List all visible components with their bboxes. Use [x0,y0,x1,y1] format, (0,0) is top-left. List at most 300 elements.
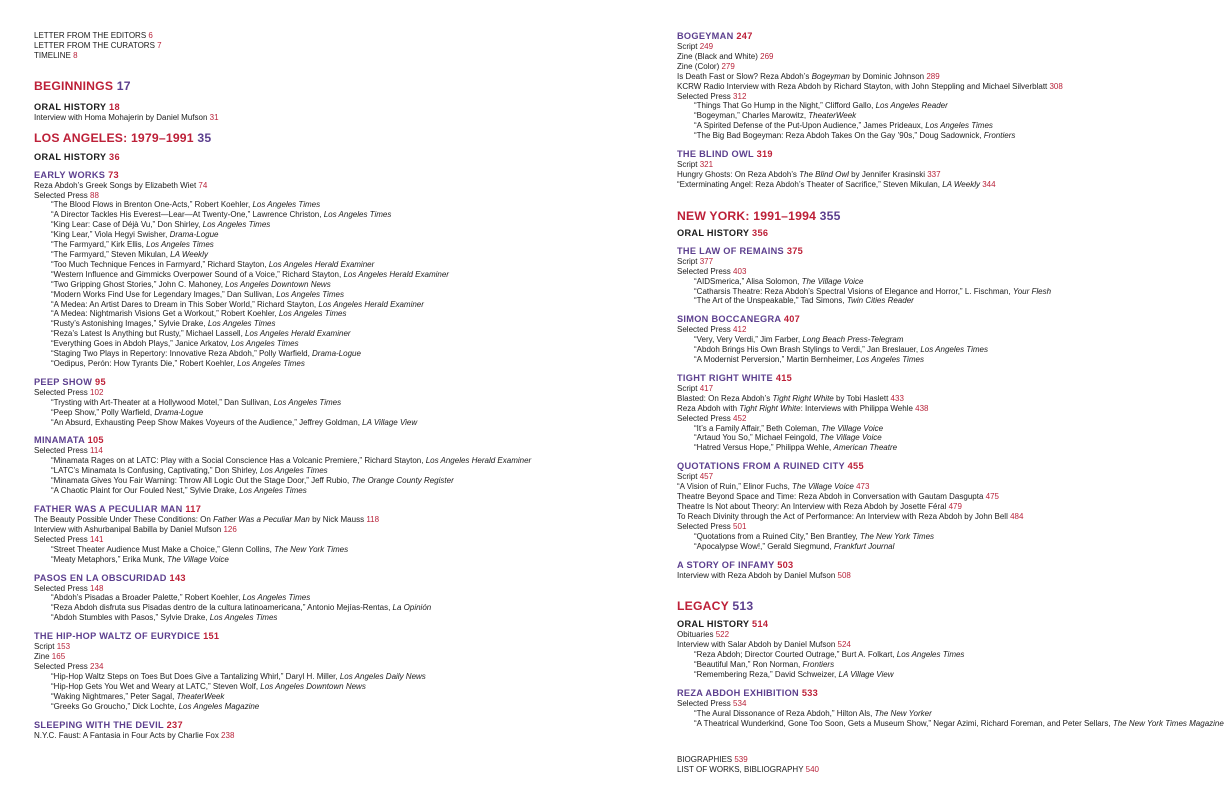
publication-title: The New York Times [274,544,349,554]
page-number: 238 [221,730,235,740]
section-heading [677,373,1212,384]
press-entry [677,650,1212,660]
press-entry [677,111,1212,121]
toc-text: EARLY WORKS [34,169,106,180]
page-number: 438 [915,403,929,413]
toc-line [677,257,1212,267]
press-entry [677,121,1212,131]
toc-text: “A Chaotic Plaint for Our Fouled Nest,” Sylvie Drake, [51,486,240,496]
page-number: 321 [699,160,714,170]
publication-title: TheaterWeek [808,111,857,121]
toc-text: “Two Gripping Ghost Stories,” John C. Mahoney, [51,279,226,289]
oral-history-heading [34,152,614,163]
page-number: 473 [856,482,870,492]
press-entry [34,672,614,682]
press-entry [677,542,1212,552]
toc-text: ORAL HISTORY [34,151,107,162]
toc-line [677,630,1212,640]
toc-text: “Catharsis Theatre: Reza Abdoh’s Spectral Visions of Elegance and Horror,” L. Fischman, [694,286,1013,296]
toc-text: “Trysting with Art-Theater at a Hollywood Motel,” Dan Sullivan, [51,397,274,407]
toc-line [677,62,1212,72]
press-entry [677,335,1212,345]
toc-text: N.Y.C. Faust: A Fantasia in Four Acts by Charlie Fox [34,730,222,740]
publication-title: Los Angeles Times [856,355,924,365]
press-entry [677,296,1212,306]
page-number: 88 [90,190,99,200]
toc-text: Script [677,383,698,393]
page-number: 237 [166,719,183,730]
toc-text: The Beauty Possible Under These Conditions: On [34,515,214,524]
press-entry [677,709,1212,719]
press-entry [677,433,1212,443]
publication-title: Los Angeles Times [252,200,321,210]
toc-text: “Things That Go Hump in the Night,” Clifford Gallo, [694,101,876,111]
press-entry [677,345,1212,355]
toc-text: Script [677,256,698,266]
toc-text: “Greeks Go Groucho,” Dick Lochte, [51,701,179,711]
toc-text: “Everything Goes in Abdoh Plays,” Janice Arkatov, [51,339,231,349]
toc-text: MINAMATA [34,435,85,446]
section-heading [677,31,1212,42]
toc-text: SLEEPING WITH THE DEVIL [34,719,164,730]
toc-text: Zine (Black and White) [677,51,758,61]
toc-text: Interview with Homa Mohajerin by Daniel Mufson [34,112,210,122]
page-number: 457 [699,472,714,482]
toc-text: “Meaty Metaphors,” Erika Munk, [51,554,168,564]
page-number: 375 [786,245,804,256]
toc-text: “Exterminating Angel: Reza Abdoh’s Theater of Sacrifice,” Steven Mikulan, [677,179,943,189]
toc-text: TIMELINE [34,50,71,60]
press-entry [677,670,1212,680]
toc-text: “Hip-Hop Gets You Wet and Weary at LATC,” Steven Wolf, [51,681,261,691]
toc-text: “Bogeyman,” Charles Marowitz, [694,111,809,121]
page-number: 95 [95,376,106,387]
press-entry [34,329,614,339]
publication-title: LA Village View [362,417,418,427]
toc-line [677,267,1212,277]
toc-text: “Very, Very Verdi,” Jim Farber, [694,335,803,345]
page-number: 455 [847,461,864,472]
toc-text: Selected Press [34,387,88,397]
publication-title: The New Yorker [874,708,932,718]
page-number: 415 [775,372,793,383]
toc-text: “Peep Show,” Polly Warfield, [51,407,155,417]
toc-text: BIOGRAPHIES [677,754,733,764]
toc-line [677,765,1212,775]
toc-text: Zine (Color) [677,61,720,71]
toc-text: Theatre Is Not about Theory: An Interview with Reza Abdoh by Josette Féral [677,502,949,511]
toc-line [34,31,614,41]
toc-text: “King Lear,” Viola Hegyi Swisher, [51,230,170,240]
toc-text: “Apocalypse Wow!,” Gerald Siegmund, [694,541,834,551]
toc-line [677,699,1212,709]
page-number: 534 [733,698,747,708]
press-entry [34,319,614,329]
toc-line [677,42,1212,52]
toc-text: “The Art of the Unspeakable,” Tad Simons, [694,296,847,306]
section-heading [677,560,1212,571]
toc-line [34,525,614,535]
press-entry [34,200,614,210]
press-entry [34,486,614,496]
toc-line [677,482,1212,492]
publication-title: Father Was a Peculiar Man [213,515,310,524]
publication-title: The Blind Owl [799,169,849,179]
press-entry [34,220,614,230]
page-number: 308 [1049,81,1063,91]
press-entry [34,260,614,270]
toc-line [677,384,1212,394]
press-entry [34,466,614,476]
press-entry [677,443,1212,453]
toc-text: Script [677,472,698,482]
press-entry [34,290,614,300]
toc-text: LETTER FROM THE CURATORS [34,40,155,50]
toc-line [677,180,1212,190]
toc-text: by Dominic Johnson [849,71,927,81]
toc-right-page [677,31,1224,775]
press-entry [677,131,1212,141]
press-entry [34,408,614,418]
publication-title: Los Angeles Times [920,345,988,355]
toc-line [34,51,614,61]
publication-title: Los Angeles Downtown News [260,681,366,691]
page-number: 118 [366,515,380,524]
publication-title: Bogeyman [811,71,850,81]
page-number: 513 [732,599,754,614]
publication-title: Los Angeles Magazine [178,701,260,711]
toc-text: “Staging Two Plays in Repertory: Innovative Reza Abdoh,” Polly Warfield, [51,349,313,359]
toc-line [34,642,614,652]
page-number: 417 [699,383,714,393]
page-number: 148 [90,583,104,593]
toc-line [677,325,1212,335]
toc-text: BEGINNINGS [34,78,114,93]
toc-text: “Reza’s Latest Is Anything but Rusty,” Michael Lassell, [51,329,246,339]
press-entry [34,603,614,613]
page-number: 312 [733,91,747,101]
page-number: 344 [982,179,996,189]
page-number: 479 [948,502,962,511]
toc-text: Selected Press [34,190,88,200]
toc-text: Reza Abdoh’s Greek Songs by Elizabeth Wiet [34,180,199,190]
toc-text: “The Blood Flows in Brenton One-Acts,” Robert Koehler, [51,200,253,210]
toc-text: “Hip-Hop Waltz Steps on Toes But Does Give a Tantalizing Whirl,” Daryl H. Miller, [51,671,340,681]
toc-line [677,52,1212,62]
toc-text: Theatre Beyond Space and Time: Reza Abdoh in Conversation with Gautam Dasgupta [677,492,986,502]
press-entry [677,101,1212,111]
toc-text: NEW YORK: 1991–1994 [677,208,817,223]
toc-text: ORAL HISTORY [677,227,750,238]
toc-text: “Minamata Gives You Fair Warning: Throw All Logic Out the Stage Door,” Jeff Rubio, [51,476,352,486]
toc-text: “A Medea: Nightmarish Visions Get a Workout,” Robert Koehler, [51,309,279,319]
toc-text: “A Spirited Defense of the Put-Upon Audience,” James Prideaux, [694,121,926,131]
page-number: 539 [734,754,748,764]
publication-title: Tight Right White [739,403,801,413]
page-number: 337 [927,169,941,179]
toc-text: Interview with Ashurbanipal Babilla by Daniel Mufson [34,524,224,534]
press-entry [677,532,1212,542]
toc-line [34,113,614,123]
toc-text: “Remembering Reza,” David Schweizer, [694,670,839,680]
page-number: 407 [783,314,801,325]
publication-title: Your Flesh [1012,286,1052,296]
toc-line [34,388,614,398]
section-heading [34,435,614,446]
publication-title: Long Beach Press-Telegram [802,335,904,345]
section-heading [34,377,614,388]
toc-line [677,170,1212,180]
toc-text: “Too Much Technique Fences in Farmyard,” Richard Stayton, [51,259,269,269]
toc-text: A STORY OF INFAMY [677,559,775,570]
page-number: 514 [752,619,769,630]
page-number: 6 [148,31,153,40]
page-number: 36 [109,151,120,162]
publication-title: Frontiers [802,660,835,670]
toc-text: “AIDSmerica,” Alisa Solomon, [694,276,802,286]
press-entry [677,277,1212,287]
toc-text: Selected Press [677,413,731,423]
toc-line [34,584,614,594]
publication-title: Los Angeles Times [207,319,276,329]
toc-text: by Tobi Haslett [833,393,891,403]
page-number: 7 [157,40,162,50]
publication-title: TheaterWeek [176,691,225,701]
toc-text: THE LAW OF REMAINS [677,245,784,256]
toc-line [34,515,614,525]
press-entry [34,613,614,623]
press-entry [34,210,614,220]
toc-text: by Nick Mauss [309,515,367,524]
toc-text: THE BLIND OWL [677,149,754,160]
page-number: 74 [198,180,208,190]
toc-text: “A Director Tackles His Everest—Lear—At Twenty-One,” Lawrence Christon, [51,210,324,220]
toc-line [677,522,1212,532]
publication-title: The Village Voice [167,554,229,564]
page-number: 269 [760,51,774,61]
press-entry [34,280,614,290]
page-number: 540 [805,764,819,774]
press-entry [34,339,614,349]
page-number: 501 [733,521,747,531]
publication-title: Los Angeles Times [230,339,299,349]
publication-title: The Orange County Register [351,476,454,486]
toc-text: Hungry Ghosts: On Reza Abdoh’s [677,169,800,179]
toc-text: PEEP SHOW [34,376,93,387]
page-number: 452 [733,413,747,423]
page-number: 412 [733,325,747,335]
publication-title: LA Weekly [170,249,208,259]
publication-title: Drama-Logue [169,230,219,240]
section-heading [34,631,614,642]
publication-title: Drama-Logue [154,407,204,417]
toc-line [677,502,1212,512]
toc-text: Obituaries [677,630,714,640]
toc-text: “The Aural Dissonance of Reza Abdoh,” Hilton Als, [694,708,875,718]
page-number: 8 [73,50,78,60]
toc-text: “The Big Bad Bogeyman: Reza Abdoh Takes On the Gay ’90s,” Doug Sadownick, [694,131,984,141]
toc-text: “Abdoh’s Pisadas a Broader Palette,” Robert Koehler, [51,593,243,603]
toc-text: “Quotations from a Ruined City,” Ben Brantley, [694,531,860,541]
page-number: 279 [721,61,735,71]
publication-title: Los Angeles Herald Examiner [318,299,424,309]
toc-text: “The Farmyard,” Kirk Ellis, [51,240,147,250]
page-number: 102 [90,387,104,397]
toc-text: “The Farmyard,” Steven Mikulan, [51,249,171,259]
toc-text: “Minamata Rages on at LATC: Play with a Social Conscience Has a Volcanic Premiere,” Richard Stayton, [51,456,426,466]
toc-text: THE HIP-HOP WALTZ OF EURYDICE [34,631,201,642]
publication-title: LA Village View [838,670,894,680]
toc-text: REZA ABDOH EXHIBITION [677,687,799,698]
toc-text: Selected Press [34,661,88,671]
toc-text: Script [677,160,698,170]
section-heading [34,170,614,181]
toc-text: Selected Press [34,583,88,593]
toc-text: SIMON BOCCANEGRA [677,314,781,325]
toc-text: “Street Theater Audience Must Make a Choice,” Glenn Collins, [51,544,275,554]
toc-text: Script [34,642,55,652]
press-entry [34,682,614,692]
press-entry [34,456,614,466]
page-number: 533 [801,687,819,698]
toc-text: TIGHT RIGHT WHITE [677,372,773,383]
toc-text: “Rusty’s Astonishing Images,” Sylvie Drake, [51,319,208,329]
toc-left-page [34,31,614,740]
section-heading [34,504,614,515]
toc-line [677,72,1212,82]
toc-text: “Artaud You So,” Michael Feingold, [694,433,820,443]
publication-title: Los Angeles Times [239,486,307,496]
publication-title: The Village Voice [819,433,882,443]
page-number: 433 [890,393,904,403]
toc-line [34,191,614,201]
page-number: 524 [837,640,851,650]
toc-text: Selected Press [677,91,731,101]
toc-text: “Waking Nightmares,” Peter Sagal, [51,691,177,701]
page-number: 117 [185,504,202,514]
toc-line [677,492,1212,502]
toc-text: “An Absurd, Exhausting Peep Show Makes Voyeurs of the Audience,” Jeffrey Goldman, [51,417,363,427]
page-number: 503 [777,559,794,570]
publication-title: The Village Voice [821,423,884,433]
press-entry [34,240,614,250]
toc-text: “Reza Abdoh disfruta sus Pisadas dentro de la cultura latinoamericana,” Antonio Mejías-Rentas, [51,603,393,613]
toc-text: LEGACY [677,599,729,614]
press-entry [34,230,614,240]
publication-title: Frankfurt Journal [833,541,895,551]
publication-title: Los Angeles Times [276,289,344,299]
press-entry [677,718,1224,729]
publication-title: American Theatre [833,443,898,453]
oral-history-heading [34,102,614,113]
page-number: 234 [90,661,104,671]
page-number: 249 [699,42,714,51]
toc-text: LIST OF WORKS, BIBLIOGRAPHY [677,764,804,774]
publication-title: Los Angeles Herald Examiner [343,269,449,279]
page-number: 165 [51,652,66,662]
publication-title: Twin Cities Reader [846,296,914,306]
press-entry [677,660,1212,670]
page-number: 73 [108,169,119,180]
publication-title: Los Angeles Downtown News [225,279,331,289]
press-entry [34,359,614,369]
press-entry [677,355,1212,365]
toc-text: “Oedipus, Perón: How Tyrants Die,” Robert Koehler, [51,358,238,368]
publication-title: Los Angeles Reader [875,101,948,111]
publication-title: Los Angeles Times [896,650,965,660]
page-number: 31 [209,112,219,122]
publication-title: Los Angeles Daily News [339,671,426,681]
toc-text: Selected Press [677,698,731,708]
toc-line [677,82,1212,92]
press-entry [34,545,614,555]
publication-title: The New York Times [860,531,935,541]
publication-title: Tight Right White [772,393,834,403]
toc-line [677,571,1212,581]
section-heading [677,461,1212,472]
toc-text: “A Modernist Perversion,” Martin Bernheimer, [694,355,857,365]
toc-text: Reza Abdoh with [677,403,740,413]
publication-title: Frontiers [983,131,1016,141]
toc-text: To Reach Divinity through the Act of Performance: An Interview with Reza Abdoh by John Bell [677,511,1011,521]
page-number: 153 [56,642,71,652]
toc-line [34,41,614,51]
page-number: 143 [169,572,186,583]
publication-title: Los Angeles Times [323,210,392,220]
page-number: 151 [203,631,220,642]
toc-text: “A Vision of Ruin,” Elinor Fuchs, [677,482,793,492]
publication-title: Los Angeles Herald Examiner [245,329,351,339]
toc-text: “It’s a Family Affair,” Beth Coleman, [694,423,822,433]
page-number: 105 [87,435,104,446]
toc-text: “Hatred Versus Hope,” Philippa Wehle, [694,443,834,453]
press-entry [34,702,614,712]
toc-text: Interview with Reza Abdoh by Daniel Mufson [677,570,838,580]
part-heading [34,79,614,94]
press-entry [34,309,614,319]
publication-title: Los Angeles Times [259,466,328,476]
toc-text: KCRW Radio Interview with Reza Abdoh by Richard Stayton, with John Steppling and Michael Silverblatt [677,81,1050,91]
toc-line [677,394,1212,404]
toc-line [34,662,614,672]
toc-text: “Abdoh Brings His Own Brash Stylings to Verdi,” Jan Breslauer, [694,345,921,355]
toc-line [677,640,1212,650]
part-heading [677,209,1212,224]
page-number: 403 [733,266,747,276]
toc-line [34,731,614,741]
press-entry [34,418,614,428]
toc-text: Selected Press [34,534,88,544]
press-entry [34,476,614,486]
toc-text: “King Lear: Case of Déjà Vu,” Don Shirley, [51,220,203,230]
publication-title: The Village Voice [801,276,864,286]
toc-text: : Interviews with Philippa Wehle [800,403,916,413]
publication-title: Los Angeles Times [237,358,305,368]
press-entry [34,692,614,702]
publication-title: Los Angeles Times [273,397,342,407]
press-entry [34,593,614,603]
section-heading [677,149,1212,160]
publication-title: The Village Voice [792,482,854,492]
toc-text: QUOTATIONS FROM A RUINED CITY [677,461,845,472]
page-number: 126 [223,524,237,534]
toc-text: Script [677,42,698,51]
toc-text: “A Theatrical Wunderkind, Gone Too Soon, Gets a Museum Show,” Negar Azimi, Richard Foreman, and Peter Sellars, [694,718,1113,728]
publication-title: Los Angeles Times [209,613,278,623]
toc-text: Selected Press [34,446,88,456]
publication-title: La Opinión [392,603,432,613]
press-entry [677,424,1212,434]
